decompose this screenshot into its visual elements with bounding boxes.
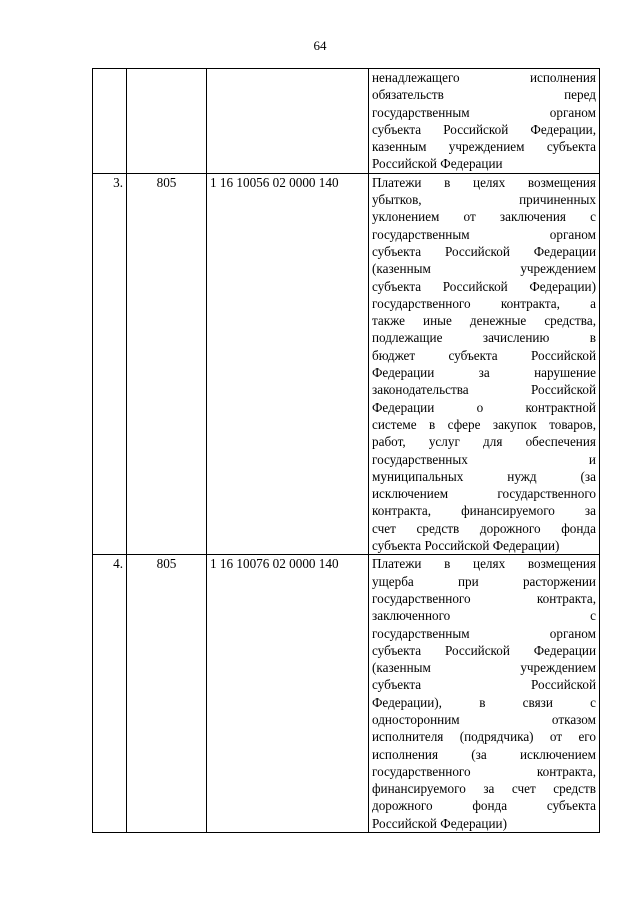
row-number-cell: 4.: [93, 555, 127, 833]
description-line: государственного контракта,: [372, 590, 596, 606]
description-line: Федерации за нарушение: [372, 365, 596, 381]
description-line: исключением государственного: [372, 486, 596, 502]
description-line: исполнителя (подрядчика) от его: [372, 729, 596, 745]
description-line: подлежащие зачислению в: [372, 330, 596, 346]
description-line: государственным органом: [372, 226, 596, 242]
budget-classification-code-cell: 1 16 10056 02 0000 140: [207, 173, 369, 555]
description-line: субъекта Российской Федерации): [372, 278, 596, 294]
description-line: (казенным учреждением: [372, 660, 596, 676]
description-line: уклонением от заключения с: [372, 209, 596, 225]
description-line: субъекта Российской Федерации): [372, 538, 560, 554]
description-line: бюджет субъекта Российской: [372, 347, 596, 363]
description-line: Федерации о контрактной: [372, 399, 596, 415]
description-line: убытков, причиненных: [372, 192, 596, 208]
description-line: счет средств дорожного фонда: [372, 520, 596, 536]
table-row: [93, 173, 600, 555]
description-line: государственным органом: [372, 104, 596, 120]
description-line: системе в сфере закупок товаров,: [372, 416, 596, 432]
description-line: исполнения (за исключением: [372, 746, 596, 762]
budget-codes-table: [92, 68, 600, 833]
description-line: субъекта Российской Федерации: [372, 243, 596, 259]
row-number-cell: 3.: [93, 173, 127, 555]
description-line: дорожного фонда субъекта: [372, 798, 596, 814]
description-line: Российской Федерации): [372, 815, 507, 831]
administrator-code-cell: 805: [127, 173, 207, 555]
description-line: законодательства Российской: [372, 382, 596, 398]
description-line: обязательств перед: [372, 87, 596, 103]
description-line: государственного контракта, а: [372, 295, 596, 311]
description-line: финансируемого за счет средств: [372, 781, 596, 797]
description-cell: [369, 69, 600, 174]
description-line: контракта, финансируемого за: [372, 503, 596, 519]
description-line: государственным органом: [372, 625, 596, 641]
table-row: [93, 555, 600, 833]
budget-classification-code-cell: 1 16 10076 02 0000 140: [207, 555, 369, 833]
description-line: Платежи в целях возмещения: [372, 556, 596, 572]
description-line: субъекта Российской: [372, 677, 596, 693]
description-line: государственных и: [372, 451, 596, 467]
description-line: ненадлежащего исполнения: [372, 70, 596, 85]
row-number-cell: [93, 69, 127, 174]
description-cell: [369, 173, 600, 555]
description-line: муниципальных нужд (за: [372, 468, 596, 484]
description-line: государственного контракта,: [372, 763, 596, 779]
page-number: 64: [313, 38, 327, 53]
table-row: [93, 69, 600, 174]
description-line: ущерба при расторжении: [372, 573, 596, 589]
description-line: субъекта Российской Федерации: [372, 642, 596, 658]
description-line: казенным учреждением субъекта: [372, 139, 596, 155]
description-line: (казенным учреждением: [372, 261, 596, 277]
description-line: Платежи в целях возмещения: [372, 174, 596, 190]
table-body: [93, 69, 600, 833]
description-line: односторонним отказом: [372, 711, 596, 727]
administrator-code-cell: [127, 69, 207, 174]
description-line: субъекта Российской Федерации,: [372, 121, 596, 137]
description-cell: [369, 555, 600, 833]
description-line: Российской Федерации: [372, 156, 503, 172]
budget-classification-code-cell: [207, 69, 369, 174]
description-line: Федерации), в связи с: [372, 694, 596, 710]
description-line: работ, услуг для обеспечения: [372, 434, 596, 450]
administrator-code-cell: 805: [127, 555, 207, 833]
description-line: также иные денежные средства,: [372, 313, 596, 329]
description-line: заключенного с: [372, 608, 596, 624]
